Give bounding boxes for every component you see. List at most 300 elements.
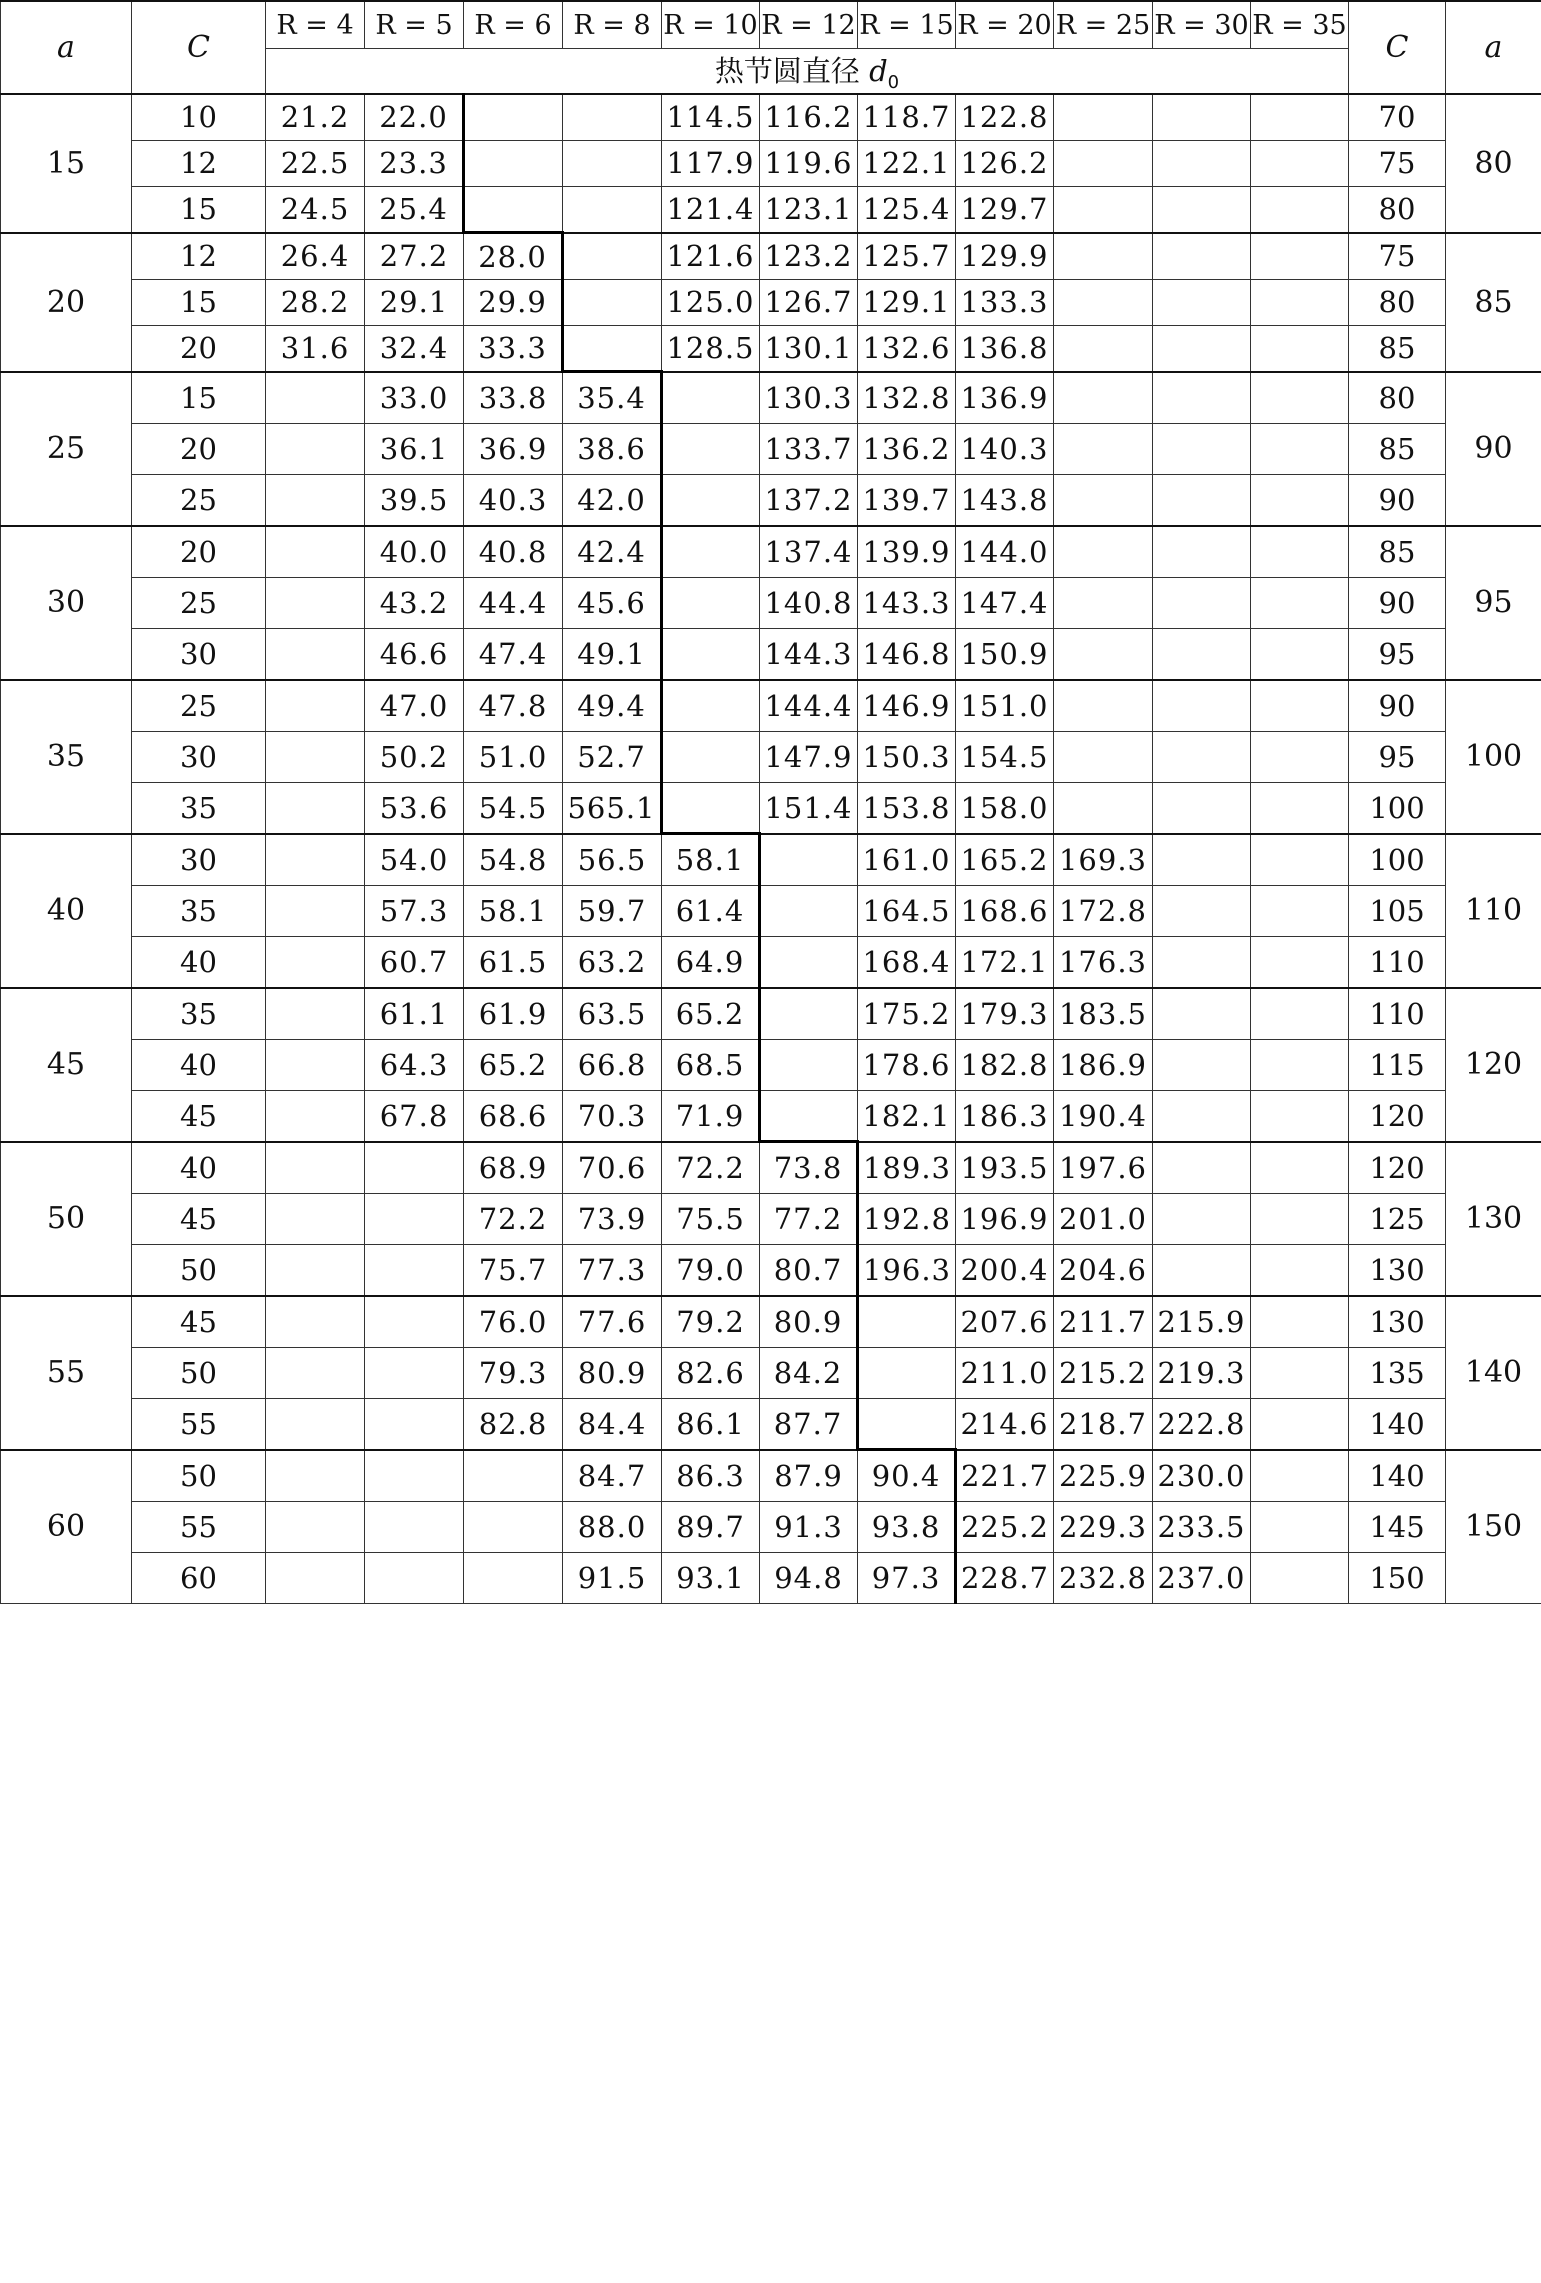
value-cell: [1251, 1296, 1349, 1348]
value-cell: 40.3: [464, 474, 563, 526]
value-cell: 201.0: [1054, 1193, 1153, 1244]
value-cell: 39.5: [365, 474, 464, 526]
value-cell: 126.7: [760, 279, 858, 325]
value-cell: [365, 1244, 464, 1296]
value-cell: 146.9: [858, 680, 956, 732]
value-cell: [365, 1398, 464, 1450]
table-row: [1, 1039, 1541, 1090]
header-r-4: R = 10: [662, 1, 760, 49]
value-cell: 122.1: [858, 140, 956, 186]
value-cell: 72.2: [662, 1142, 760, 1194]
table-row: [1, 140, 1541, 186]
header-r-6: R = 15: [858, 1, 956, 49]
value-cell: [266, 628, 365, 680]
row-c-right: 150: [1349, 1552, 1446, 1603]
value-cell: 144.4: [760, 680, 858, 732]
value-cell: 90.4: [858, 1450, 956, 1502]
value-cell: [1251, 731, 1349, 782]
value-cell: [1054, 94, 1153, 141]
value-cell: 154.5: [956, 731, 1054, 782]
value-cell: 143.8: [956, 474, 1054, 526]
value-cell: [266, 1501, 365, 1552]
value-cell: [1054, 526, 1153, 578]
header-c-right: C: [1349, 1, 1446, 94]
value-cell: 144.3: [760, 628, 858, 680]
value-cell: [266, 1090, 365, 1142]
table-row: [1, 372, 1541, 424]
value-cell: 229.3: [1054, 1501, 1153, 1552]
value-cell: 36.9: [464, 423, 563, 474]
value-cell: 54.8: [464, 834, 563, 886]
value-cell: [858, 1347, 956, 1398]
value-cell: [266, 1193, 365, 1244]
row-c-left: 45: [132, 1090, 266, 1142]
header-r-10: R = 35: [1251, 1, 1349, 49]
value-cell: 26.4: [266, 233, 365, 280]
row-c-right: 120: [1349, 1142, 1446, 1194]
value-cell: 80.9: [563, 1347, 662, 1398]
header-a-left: a: [1, 1, 132, 94]
value-cell: 68.6: [464, 1090, 563, 1142]
value-cell: 32.4: [365, 325, 464, 372]
value-cell: [1251, 1450, 1349, 1502]
row-c-right: 130: [1349, 1244, 1446, 1296]
value-cell: [1251, 1244, 1349, 1296]
span-title-symbol: d: [869, 54, 888, 88]
header-r-3: R = 8: [563, 1, 662, 49]
value-cell: 58.1: [662, 834, 760, 886]
value-cell: [760, 885, 858, 936]
value-cell: 91.3: [760, 1501, 858, 1552]
value-cell: 147.4: [956, 577, 1054, 628]
value-cell: [1153, 94, 1251, 141]
value-cell: 80.9: [760, 1296, 858, 1348]
value-cell: 36.1: [365, 423, 464, 474]
value-cell: 215.2: [1054, 1347, 1153, 1398]
row-c-right: 90: [1349, 577, 1446, 628]
table-row: [1, 186, 1541, 233]
value-cell: [1153, 526, 1251, 578]
value-cell: 122.8: [956, 94, 1054, 141]
row-c-right: 100: [1349, 834, 1446, 886]
header-r-5: R = 12: [760, 1, 858, 49]
value-cell: 133.7: [760, 423, 858, 474]
value-cell: [1251, 1347, 1349, 1398]
row-c-right: 105: [1349, 885, 1446, 936]
group-a-left: 55: [1, 1296, 132, 1450]
value-cell: [1153, 936, 1251, 988]
value-cell: 119.6: [760, 140, 858, 186]
span-title-subscript: 0: [887, 71, 900, 93]
value-cell: [662, 731, 760, 782]
value-cell: 84.2: [760, 1347, 858, 1398]
group-a-left: 30: [1, 526, 132, 680]
value-cell: 77.6: [563, 1296, 662, 1348]
value-cell: [266, 1142, 365, 1194]
value-cell: 565.1: [563, 782, 662, 834]
table-body: [1, 94, 1541, 1604]
value-cell: 35.4: [563, 372, 662, 424]
value-cell: [1054, 782, 1153, 834]
value-cell: [1054, 140, 1153, 186]
value-cell: 126.2: [956, 140, 1054, 186]
group-a-left: 35: [1, 680, 132, 834]
group-a-right: 95: [1446, 526, 1541, 680]
value-cell: [1251, 233, 1349, 280]
value-cell: 117.9: [662, 140, 760, 186]
value-cell: 64.3: [365, 1039, 464, 1090]
value-cell: [1251, 577, 1349, 628]
value-cell: [1153, 988, 1251, 1040]
value-cell: [1054, 372, 1153, 424]
value-cell: [1251, 1193, 1349, 1244]
value-cell: 70.6: [563, 1142, 662, 1194]
table-row: [1, 628, 1541, 680]
value-cell: [266, 1039, 365, 1090]
value-cell: 61.1: [365, 988, 464, 1040]
value-cell: 225.9: [1054, 1450, 1153, 1502]
value-cell: [1251, 628, 1349, 680]
row-c-right: 100: [1349, 782, 1446, 834]
value-cell: [266, 885, 365, 936]
value-cell: 137.4: [760, 526, 858, 578]
value-cell: [266, 1398, 365, 1450]
row-c-left: 35: [132, 885, 266, 936]
value-cell: 128.5: [662, 325, 760, 372]
value-cell: 63.2: [563, 936, 662, 988]
header-span-title: [266, 49, 1349, 94]
value-cell: [365, 1501, 464, 1552]
value-cell: 186.3: [956, 1090, 1054, 1142]
value-cell: [1251, 1039, 1349, 1090]
value-cell: 56.5: [563, 834, 662, 886]
value-cell: 82.6: [662, 1347, 760, 1398]
value-cell: 116.2: [760, 94, 858, 141]
value-cell: [365, 1450, 464, 1502]
value-cell: 75.7: [464, 1244, 563, 1296]
table-row: [1, 279, 1541, 325]
value-cell: 25.4: [365, 186, 464, 233]
row-c-right: 95: [1349, 628, 1446, 680]
value-cell: 86.3: [662, 1450, 760, 1502]
value-cell: 221.7: [956, 1450, 1054, 1502]
value-cell: 89.7: [662, 1501, 760, 1552]
row-c-left: 15: [132, 372, 266, 424]
value-cell: 144.0: [956, 526, 1054, 578]
value-cell: 67.8: [365, 1090, 464, 1142]
value-cell: 72.2: [464, 1193, 563, 1244]
value-cell: [1153, 782, 1251, 834]
value-cell: 22.0: [365, 94, 464, 141]
value-cell: 169.3: [1054, 834, 1153, 886]
value-cell: [266, 423, 365, 474]
value-cell: 64.9: [662, 936, 760, 988]
value-cell: 33.3: [464, 325, 563, 372]
value-cell: 176.3: [1054, 936, 1153, 988]
value-cell: [1153, 628, 1251, 680]
value-cell: [1054, 474, 1153, 526]
row-c-left: 25: [132, 577, 266, 628]
header-r-8: R = 25: [1054, 1, 1153, 49]
value-cell: 84.7: [563, 1450, 662, 1502]
header-r-9: R = 30: [1153, 1, 1251, 49]
group-a-left: 45: [1, 988, 132, 1142]
value-cell: [662, 782, 760, 834]
value-cell: 51.0: [464, 731, 563, 782]
value-cell: 225.2: [956, 1501, 1054, 1552]
value-cell: 161.0: [858, 834, 956, 886]
table-row: [1, 782, 1541, 834]
value-cell: 40.0: [365, 526, 464, 578]
value-cell: 47.0: [365, 680, 464, 732]
value-cell: 33.0: [365, 372, 464, 424]
value-cell: [563, 186, 662, 233]
value-cell: [1153, 680, 1251, 732]
value-cell: [858, 1296, 956, 1348]
value-cell: 82.8: [464, 1398, 563, 1450]
value-cell: [662, 628, 760, 680]
row-c-right: 85: [1349, 526, 1446, 578]
value-cell: [266, 1296, 365, 1348]
value-cell: 153.8: [858, 782, 956, 834]
table-row: [1, 1090, 1541, 1142]
value-cell: [1054, 731, 1153, 782]
value-cell: 79.0: [662, 1244, 760, 1296]
row-c-left: 30: [132, 628, 266, 680]
value-cell: 183.5: [1054, 988, 1153, 1040]
value-cell: [266, 834, 365, 886]
row-c-right: 80: [1349, 372, 1446, 424]
table-row: [1, 680, 1541, 732]
value-cell: 136.9: [956, 372, 1054, 424]
row-c-left: 55: [132, 1398, 266, 1450]
value-cell: 68.9: [464, 1142, 563, 1194]
value-cell: [1251, 1142, 1349, 1194]
value-cell: 211.7: [1054, 1296, 1153, 1348]
row-c-right: 90: [1349, 680, 1446, 732]
value-cell: [1251, 885, 1349, 936]
row-c-right: 80: [1349, 279, 1446, 325]
value-cell: [365, 1193, 464, 1244]
header-r-2: R = 6: [464, 1, 563, 49]
value-cell: 79.2: [662, 1296, 760, 1348]
table-row: [1, 1347, 1541, 1398]
value-cell: 46.6: [365, 628, 464, 680]
row-c-left: 15: [132, 186, 266, 233]
value-cell: [266, 782, 365, 834]
value-cell: 172.8: [1054, 885, 1153, 936]
value-cell: [563, 279, 662, 325]
table-row: [1, 325, 1541, 372]
value-cell: 40.8: [464, 526, 563, 578]
value-cell: [266, 988, 365, 1040]
value-cell: [662, 372, 760, 424]
table-row: [1, 834, 1541, 886]
value-cell: 168.6: [956, 885, 1054, 936]
row-c-left: 10: [132, 94, 266, 141]
row-c-left: 50: [132, 1244, 266, 1296]
span-title-text: 热节圆直径: [714, 54, 860, 88]
value-cell: 197.6: [1054, 1142, 1153, 1194]
value-cell: [464, 1450, 563, 1502]
value-cell: [1251, 988, 1349, 1040]
row-c-left: 20: [132, 325, 266, 372]
value-cell: 47.8: [464, 680, 563, 732]
value-cell: 129.7: [956, 186, 1054, 233]
value-cell: 200.4: [956, 1244, 1054, 1296]
value-cell: [266, 1244, 365, 1296]
group-a-right: 140: [1446, 1296, 1541, 1450]
value-cell: 164.5: [858, 885, 956, 936]
value-cell: 88.0: [563, 1501, 662, 1552]
value-cell: [1251, 680, 1349, 732]
table-row: [1, 885, 1541, 936]
value-cell: [365, 1296, 464, 1348]
header-r-0: R = 4: [266, 1, 365, 49]
value-cell: 44.4: [464, 577, 563, 628]
row-c-left: 40: [132, 1039, 266, 1090]
value-cell: [1153, 372, 1251, 424]
value-cell: [266, 1450, 365, 1502]
value-cell: [760, 1039, 858, 1090]
value-cell: [563, 233, 662, 280]
value-cell: [1054, 680, 1153, 732]
value-cell: 65.2: [464, 1039, 563, 1090]
value-cell: [1251, 140, 1349, 186]
value-cell: 70.3: [563, 1090, 662, 1142]
row-c-right: 70: [1349, 94, 1446, 141]
value-cell: 192.8: [858, 1193, 956, 1244]
table-row: [1, 1193, 1541, 1244]
value-cell: 54.5: [464, 782, 563, 834]
value-cell: 23.3: [365, 140, 464, 186]
value-cell: [662, 526, 760, 578]
value-cell: 168.4: [858, 936, 956, 988]
group-a-left: 60: [1, 1450, 132, 1604]
value-cell: [760, 1090, 858, 1142]
row-c-right: 115: [1349, 1039, 1446, 1090]
value-cell: 125.0: [662, 279, 760, 325]
value-cell: 151.0: [956, 680, 1054, 732]
value-cell: [1251, 1090, 1349, 1142]
table-row: [1, 423, 1541, 474]
value-cell: 57.3: [365, 885, 464, 936]
value-cell: [1153, 325, 1251, 372]
value-cell: 77.3: [563, 1244, 662, 1296]
row-c-left: 55: [132, 1501, 266, 1552]
header-r-7: R = 20: [956, 1, 1054, 49]
row-c-left: 35: [132, 988, 266, 1040]
value-cell: 29.1: [365, 279, 464, 325]
value-cell: 232.8: [1054, 1552, 1153, 1603]
value-cell: [1153, 1142, 1251, 1194]
value-cell: 114.5: [662, 94, 760, 141]
value-cell: 140.8: [760, 577, 858, 628]
table-row: [1, 1142, 1541, 1194]
value-cell: 233.5: [1153, 1501, 1251, 1552]
value-cell: 132.8: [858, 372, 956, 424]
header-a-right: a: [1446, 1, 1541, 94]
value-cell: 61.4: [662, 885, 760, 936]
value-cell: [1153, 731, 1251, 782]
value-cell: 218.7: [1054, 1398, 1153, 1450]
group-a-right: 85: [1446, 233, 1541, 372]
table-row: [1, 233, 1541, 280]
row-c-left: 25: [132, 680, 266, 732]
table-row: [1, 1398, 1541, 1450]
value-cell: [563, 325, 662, 372]
row-c-left: 50: [132, 1450, 266, 1502]
group-a-right: 90: [1446, 372, 1541, 526]
value-cell: 28.2: [266, 279, 365, 325]
table-row: [1, 1244, 1541, 1296]
group-a-right: 120: [1446, 988, 1541, 1142]
value-cell: 58.1: [464, 885, 563, 936]
row-c-left: 60: [132, 1552, 266, 1603]
value-cell: [1251, 94, 1349, 141]
value-cell: 61.5: [464, 936, 563, 988]
value-cell: 214.6: [956, 1398, 1054, 1450]
value-cell: 22.5: [266, 140, 365, 186]
value-cell: 42.0: [563, 474, 662, 526]
value-cell: 71.9: [662, 1090, 760, 1142]
value-cell: 75.5: [662, 1193, 760, 1244]
value-cell: 45.6: [563, 577, 662, 628]
value-cell: [1054, 186, 1153, 233]
value-cell: 24.5: [266, 186, 365, 233]
value-cell: 196.3: [858, 1244, 956, 1296]
value-cell: [1251, 526, 1349, 578]
table-row: [1, 731, 1541, 782]
value-cell: 65.2: [662, 988, 760, 1040]
value-cell: 228.7: [956, 1552, 1054, 1603]
value-cell: [1054, 279, 1153, 325]
value-cell: [266, 1552, 365, 1603]
table-row: [1, 988, 1541, 1040]
value-cell: 207.6: [956, 1296, 1054, 1348]
value-cell: 121.6: [662, 233, 760, 280]
table-row: [1, 474, 1541, 526]
value-cell: 66.8: [563, 1039, 662, 1090]
value-cell: 87.9: [760, 1450, 858, 1502]
value-cell: 87.7: [760, 1398, 858, 1450]
value-cell: 79.3: [464, 1347, 563, 1398]
row-c-right: 110: [1349, 936, 1446, 988]
value-cell: [1153, 1193, 1251, 1244]
value-cell: 86.1: [662, 1398, 760, 1450]
value-cell: [1153, 279, 1251, 325]
row-c-right: 130: [1349, 1296, 1446, 1348]
value-cell: [760, 834, 858, 886]
value-cell: 29.9: [464, 279, 563, 325]
value-cell: 182.8: [956, 1039, 1054, 1090]
table-row: [1, 936, 1541, 988]
value-cell: [266, 1347, 365, 1398]
value-cell: 76.0: [464, 1296, 563, 1348]
value-cell: [1054, 577, 1153, 628]
value-cell: 94.8: [760, 1552, 858, 1603]
row-c-right: 110: [1349, 988, 1446, 1040]
value-cell: 73.9: [563, 1193, 662, 1244]
value-cell: [1153, 474, 1251, 526]
value-cell: 125.7: [858, 233, 956, 280]
value-cell: 49.1: [563, 628, 662, 680]
value-cell: [1153, 140, 1251, 186]
value-cell: [1153, 1039, 1251, 1090]
value-cell: 84.4: [563, 1398, 662, 1450]
value-cell: [365, 1142, 464, 1194]
value-cell: 77.2: [760, 1193, 858, 1244]
